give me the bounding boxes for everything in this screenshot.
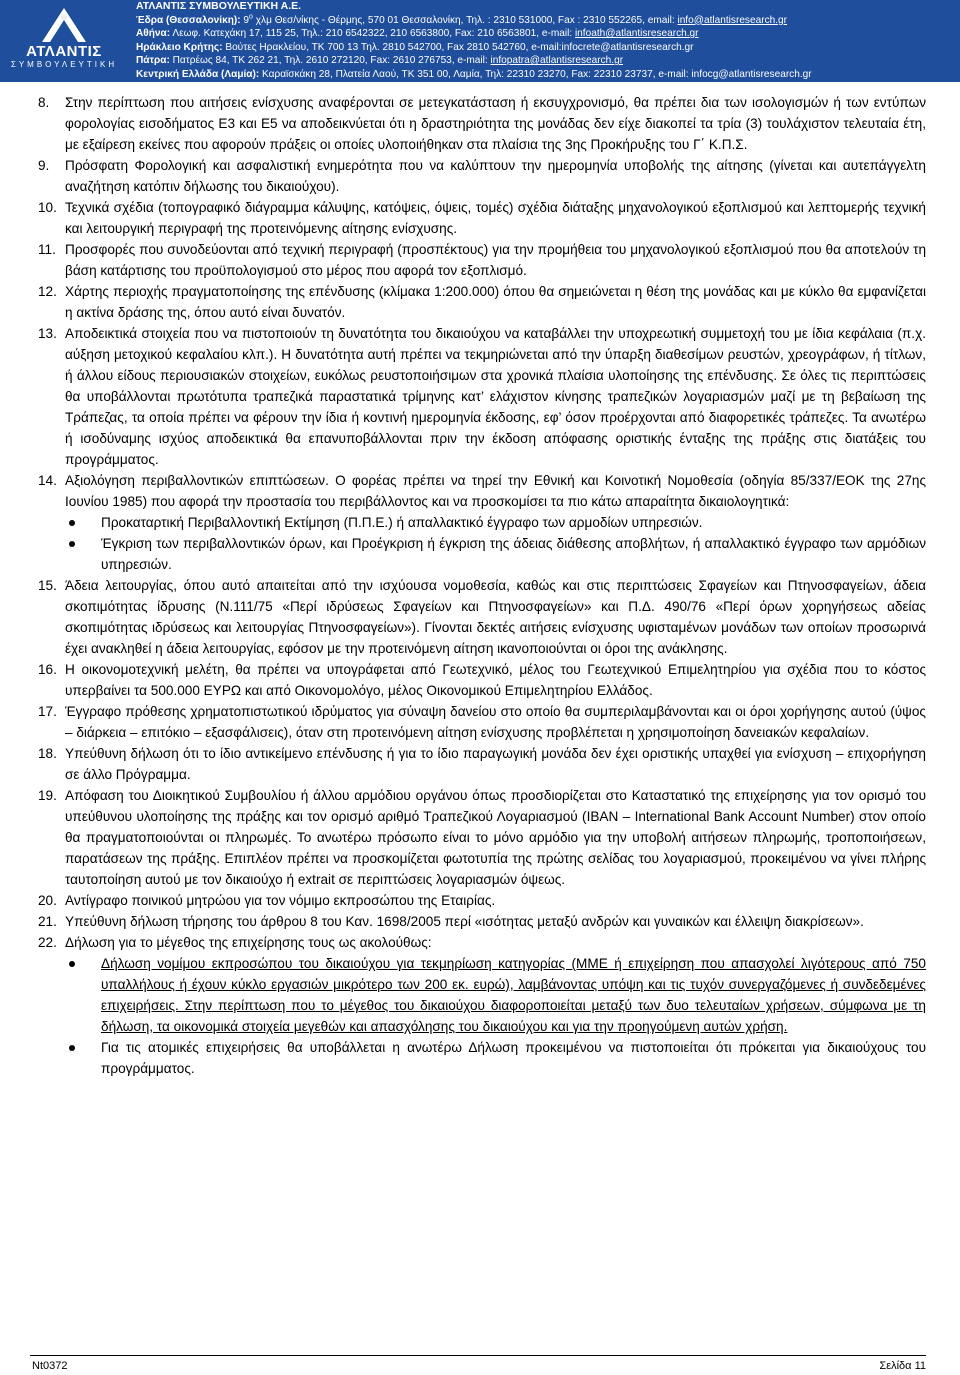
- bullet-item: Έγκριση των περιβαλλοντικών όρων, και Προέγκριση ή έγκριση της άδειας διάθεσης αποβλήτων, ή απαλλακτικό έγγραφο των αρμόδιων υπηρεσιών.: [38, 533, 926, 575]
- contact-seat: Έδρα (Θεσσαλονίκη): $9^o$ χλμ Θεσ/νίκης - Θέρμης, 570 01 Θεσσαλονίκη, Τηλ. : 2310 531000, Fax : 2310 552265, email: info@atlantisresearch.gr: [136, 13, 788, 26]
- contact-block: [136, 0, 956, 82]
- contact-lamia: Κεντρική Ελλάδα (Λαμία): Καραϊσκάκη 28, Πλατεία Λαού, ΤΚ 351 00, Λαμία, Τηλ: 22310 23270, Fax: 22310 23737, e-mail: infocg@atlantisresearch.gr: [136, 68, 812, 80]
- list-item: 20. Αντίγραφο ποινικού μητρώου για τον νόμιμο εκπροσώπου της Εταιρίας.: [38, 893, 496, 908]
- document-body: [38, 92, 926, 1079]
- bullet-icon: [69, 961, 75, 967]
- bullet-item: Δήλωση νομίμου εκπροσώπου του δικαιούχου για τεκμηρίωση κατηγορίας (ΜΜΕ ή επιχείρηση που απασχολεί λιγότερους από 750 υπαλλήλους ή έχουν κύκλο εργασιών μικρότερο των 200 εκ. ευρώ), λαμβάνοντας υπόψη και τις τυχόν συνεργαζόμενες ή συνδεδεμένες επιχειρήσεις. Στην περίπτωση που το μέγεθος του δικαιούχου διαφοροποιείται μεταξύ των δυο τελευταίων χρήσεων, σύμφωνα με τη δήλωση, τα οικονομικά στοιχεία μεγεθών και απασχόλησης του δικαιούχου και για την προηγούμενη αυτών χρήση.: [38, 953, 926, 1037]
- bullet-item: Για τις ατομικές επιχειρήσεις θα υποβάλλεται η ανωτέρω Δήλωση προκειμένου να πιστοποιείται ότι πρόκειται για δικαιούχους του προγράμματος.: [38, 1037, 926, 1079]
- list-item: 10. Τεχνικά σχέδια (τοπογραφικό διάγραμμα κάλυψης, κατόψεις, όψεις, τομές) σχέδια διάταξης μηχανολογικού εξοπλισμού και λεπτομερής τεχνική και λειτουργική περιγραφή της προτεινόμενης αίτησης ενίσχυσης.: [38, 200, 926, 236]
- list-item: 15. Άδεια λειτουργίας, όπου αυτό απαιτείται από την ισχύουσα νομοθεσία, καθώς και στις περιπτώσεις Σφαγείων και Πτηνοσφαγείων, άδεια σκοπιμότητας ίδρυσης (Ν.111/75 «Περί ιδρύσεως Σφαγείων και Πτηνοσφαγείων» και Π.Δ. 490/76 «Περί όρων χορηγήσεως αδείας σκοπιμότητας ιδρύσεως και λειτουργίας Πτηνοσφαγείων»). Γίνονται δεκτές αιτήσεις ενίσχυσης υφισταμένων μονάδων των οποίων προσωρινά έχει ανακληθεί η άδεια λειτουργίας, εφόσον με την προτεινόμενη αίτηση ικανοποιούνται οι όροι της ανάκλησης.: [38, 578, 926, 656]
- contact-crete: Ηράκλειο Κρήτης: Βούτες Ηρακλείου, ΤΚ 700 13 Τηλ. 2810 542700, Fax 2810 542760, e-mail:infocrete@atlantisresearch.gr: [136, 41, 694, 53]
- page-number: Σελίδα 11: [879, 1360, 926, 1372]
- list-item: 17. Έγγραφο πρόθεσης χρηματοπιστωτικού ιδρύματος για σύναψη δανείου στο οποίο θα συμπεριλαμβάνονται και οι όροι χορήγησης αυτού (ύψος – διάρκεια – επιτόκιο – εξασφάλισεις), όταν στη προτεινόμενη αίτηση ενίσχυσης προβλέπεται η χρησιμοποίηση δανειακών κεφαλαίων.: [38, 704, 926, 740]
- list-item: 22. Δήλωση για το μέγεθος της επιχείρησης τους ως ακολούθως:: [38, 935, 432, 950]
- document-code: Nt0372: [32, 1360, 68, 1372]
- email-link-athens[interactable]: infoath@atlantisresearch.gr: [574, 28, 699, 40]
- letterhead: [0, 0, 960, 82]
- bullet-icon: [69, 520, 75, 526]
- list-item: 13. Αποδεικτικά στοιχεία που να πιστοποιούν τη δυνατότητα του δικαιούχου να καταβάλλει την υποχρεωτική συμμετοχή του με ίδια κεφάλαια (π.χ. αύξηση μετοχικού κεφαλαίου κλπ.). Η δυνατότητα αυτή πρέπει να τεκμηριώνεται από την ύπαρξη διαθεσίμων ρευστών, χρεογράφων, ή τίτλων, ή άλλου είδους περιουσιακών στοιχείων, ευκόλως ρευστοποιήσιμων στα χρονικά πλαίσια υλοποίησης της επένδυσης. Σε όλες τις περιπτώσεις θα υποβάλλονται πρωτότυπα τραπεζικά παραστατικά τρίμηνης κατ’ ελάχιστον κίνησης τραπεζικών λογαριασμών μαζί με τη βεβαίωση της Τράπεζας, τα οποία πρέπει να φέρουν την ίδια ή κοντινή ημερομηνία έκδοσης, εφ’ όσον προέρχονται από διαφορετικές τράπεζες. Τα ανωτέρω ή ισοδύναμης ισχύος αποδεικτικά θα επανυποβάλλονται πριν την έκδοση απόφασης οριστικής ένταξης της πράξης στις διατάξεις του προγράμματος.: [38, 326, 926, 467]
- list-item: 18. Υπεύθυνη δήλωση ότι το ίδιο αντικείμενο επένδυσης ή για το ίδιο παραγωγική μονάδα δεν έχει οριστικής υπαχθεί για ενίσχυση – επιχορήγηση σε άλλο Πρόγραμμα.: [38, 746, 926, 782]
- logo-subtitle: ΣΥΜΒΟΥΛΕΥΤΙΚΗ: [10, 60, 118, 69]
- list-item: 11. Προσφορές που συνοδεύονται από τεχνική περιγραφή (προσπέκτους) για την προμήθεια του μηχανολογικού εξοπλισμού που θα αποτελούν τη βάση κατάρτισης του προϋπολογισμού στο μέρος που αφορά τον εξοπλισμό.: [38, 242, 926, 278]
- page-footer: [30, 1355, 926, 1372]
- logo-mark-icon: [36, 6, 92, 44]
- bullet-icon: [69, 1045, 75, 1051]
- list-item: 9. Πρόσφατη Φορολογική και ασφαλιστική ενημερότητα που να καλύπτουν την ημερομηνία υποβολής της αίτησης (γίνεται και αυτεπάγγελτη αναζήτηση κατόπιν δήλωσης του δικαιούχου).: [38, 158, 926, 194]
- company-name: ΑΤΛΑΝΤΙΣ ΣΥΜΒΟΥΛΕΥΤΙΚΗ Α.Ε.: [136, 0, 302, 12]
- list-item: 12. Χάρτης περιοχής πραγματοποίησης της επένδυσης (κλίμακα 1:200.000) όπου θα σημειώνεται η θέση της μονάδας και με κύκλο θα εμφανίζεται η ακτίνα δράσης της, όπου αυτό είναι δυνατόν.: [38, 284, 926, 320]
- bullet-icon: [69, 541, 75, 547]
- email-link-patra[interactable]: infopatra@atlantisresearch.gr: [490, 55, 624, 67]
- list-item: 8. Στην περίπτωση που αιτήσεις ενίσχυσης αναφέρονται σε μετεγκατάσταση ή εκσυγχρονισμό, θα πρέπει δια των ισολογισμών ή των εντύπων φορολογίας εισοδήματος Ε3 και Ε5 να αποδεικνύεται ότι η δραστηριότητα της μονάδας δεν είχε διακοπεί τα τρία (3) τουλάχιστον τελευταία έτη, με εξαίρεση εκείνες που αφορούν πράξεις οι οποίες υλοποιήθηκαν στα πλαίσια της 3ης Προκήρυξης του Γ΄ Κ.Π.Σ.: [38, 95, 926, 152]
- list-item: 14. Αξιολόγηση περιβαλλοντικών επιπτώσεων. Ο φορέας πρέπει να τηρεί την Εθνική και Κοινοτική Νομοθεσία (οδηγία 85/337/ΕΟΚ της 27ης Ιουνίου 1985) που αφορά την προστασία του περιβάλλοντος και να προσκομίσει τα πιο κάτω απαραίτητα δικαιολογητικά:: [38, 473, 926, 509]
- email-link-seat[interactable]: info@atlantisresearch.gr: [677, 14, 788, 26]
- bullet-list: [38, 512, 926, 575]
- list-item: 19. Απόφαση του Διοικητικού Συμβουλίου ή άλλου αρμόδιου οργάνου όπως προσδιορίζεται στο Καταστατικό της επιχείρησης για τον ορισμό του υπεύθυνου υλοποίησης της πράξης και τον ορισμό αριθμό Τραπεζικού Λογαριασμού (IBAN – International Bank Account Number) στον οποίο θα πραγματοποιούνται οι πληρωμές. Το ανωτέρω πρόσωπο είναι το μόνο αρμόδιο για την υποβολή αιτήσεων πληρωμής, τροποποιήσεων, παρατάσεων της πράξης. Επιπλέον πρέπει να προσκομίζεται φωτοτυπία της πρώτης σελίδας του λογαριασμού, προκειμένου να γίνει πλήρης ταυτοποίηση αυτού με τον δικαιούχο ή extrait σε περιπτώσεις λογαριασμών όψεως.: [38, 788, 926, 887]
- bullet-list: [38, 953, 926, 1079]
- contact-patra: Πάτρα: Πατρέως 84, ΤΚ 262 21, Τηλ. 2610 272120, Fax: 2610 276753, e-mail: infopatra@atlantisresearch.gr: [136, 55, 624, 67]
- contact-athens: Αθήνα: Λεωφ. Κατεχάκη 17, 115 25, Τηλ.: 210 6542322, 210 6563800, Fax: 210 6563801, e-mail: infoath@atlantisresearch.gr: [136, 28, 699, 40]
- logo-name: ΑΤΛΑΝΤΙΣ: [26, 43, 102, 60]
- bullet-item: Προκαταρτική Περιβαλλοντική Εκτίμηση (Π.Π.Ε.) ή απαλλακτικό έγγραφο των αρμοδίων υπηρεσιών.: [38, 512, 926, 533]
- company-logo: [8, 6, 120, 78]
- list-item: 16. Η οικονομοτεχνική μελέτη, θα πρέπει να υπογράφεται από Γεωτεχνικό, μέλος του Γεωτεχνικού Επιμελητηρίου για σχέδια που το κόστος υπερβαίνει τα 500.000 ΕΥΡΩ και από Οικονομολόγο, μέλος Οικονομικού Επιμελητηρίου Ελλάδος.: [38, 662, 926, 698]
- list-item: 21. Υπεύθυνη δήλωση τήρησης του άρθρου 8 του Καν. 1698/2005 περί «ισότητας μεταξύ ανδρών και γυναικών και έλλειψη διακρίσεων».: [38, 914, 864, 929]
